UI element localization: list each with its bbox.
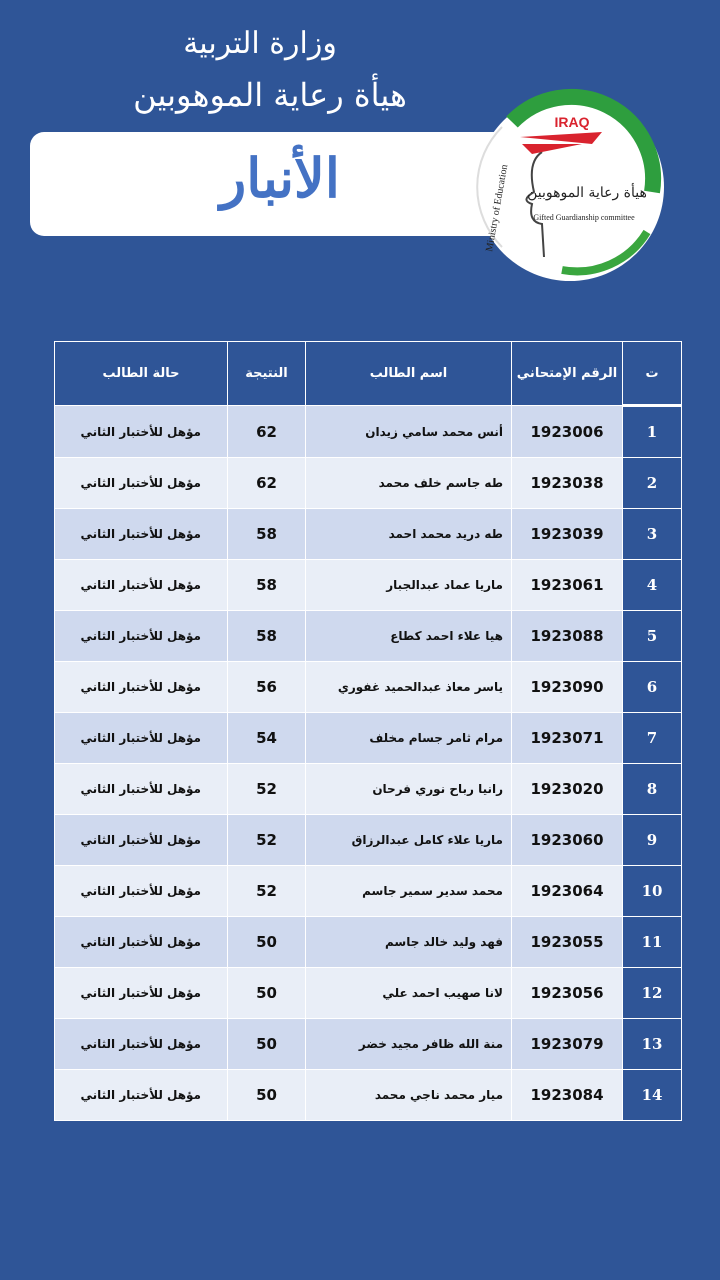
- student-name-cell: طه جاسم خلف محمد: [306, 458, 512, 509]
- student-status-cell: مؤهل للأختبار الثاني: [55, 662, 228, 713]
- student-name-cell: منة الله ظافر مجيد خضر: [306, 1019, 512, 1070]
- header-seq: ت: [623, 342, 682, 406]
- student-name-cell: ماريا علاء كامل عبدالرزاق: [306, 815, 512, 866]
- table-row: [55, 560, 682, 611]
- table-row: [55, 1070, 682, 1121]
- table-row: [55, 611, 682, 662]
- student-status-cell: مؤهل للأختبار الثاني: [55, 611, 228, 662]
- score-cell: 52: [228, 764, 306, 815]
- exam-number-cell: 1923061: [512, 560, 623, 611]
- commission-title: هيأة رعاية الموهوبين: [133, 76, 407, 114]
- header-score: النتيجة: [228, 342, 306, 406]
- student-status-cell: مؤهل للأختبار الثاني: [55, 458, 228, 509]
- table-row: [55, 713, 682, 764]
- results-table: [54, 341, 682, 1121]
- table-row: [55, 866, 682, 917]
- row-number-cell: 4: [623, 560, 682, 611]
- exam-number-cell: 1923020: [512, 764, 623, 815]
- gifted-committee-logo: [472, 82, 664, 292]
- header-exam-number: الرقم الإمتحاني: [512, 342, 623, 406]
- student-name-cell: أنس محمد سامي زيدان: [306, 406, 512, 458]
- row-number-cell: 1: [623, 406, 682, 458]
- header-status: حالة الطالب: [55, 342, 228, 406]
- row-number-cell: 9: [623, 815, 682, 866]
- header-student-name: اسم الطالب: [306, 342, 512, 406]
- exam-number-cell: 1923064: [512, 866, 623, 917]
- row-number-cell: 10: [623, 866, 682, 917]
- row-number-cell: 5: [623, 611, 682, 662]
- student-name-cell: لانا صهيب احمد علي: [306, 968, 512, 1019]
- exam-number-cell: 1923084: [512, 1070, 623, 1121]
- student-name-cell: محمد سدير سمير جاسم: [306, 866, 512, 917]
- student-status-cell: مؤهل للأختبار الثاني: [55, 815, 228, 866]
- exam-number-cell: 1923071: [512, 713, 623, 764]
- row-number-cell: 11: [623, 917, 682, 968]
- score-cell: 50: [228, 1070, 306, 1121]
- row-number-cell: 12: [623, 968, 682, 1019]
- score-cell: 58: [228, 611, 306, 662]
- row-number-cell: 3: [623, 509, 682, 560]
- region-title: الأنبار: [220, 146, 340, 210]
- student-status-cell: مؤهل للأختبار الثاني: [55, 509, 228, 560]
- score-cell: 50: [228, 968, 306, 1019]
- score-cell: 62: [228, 458, 306, 509]
- student-status-cell: مؤهل للأختبار الثاني: [55, 1019, 228, 1070]
- exam-number-cell: 1923038: [512, 458, 623, 509]
- table-row: [55, 406, 682, 458]
- table-row: [55, 458, 682, 509]
- exam-number-cell: 1923090: [512, 662, 623, 713]
- student-name-cell: ميار محمد ناجي محمد: [306, 1070, 512, 1121]
- student-name-cell: طه دريد محمد احمد: [306, 509, 512, 560]
- table-row: [55, 662, 682, 713]
- student-status-cell: مؤهل للأختبار الثاني: [55, 713, 228, 764]
- table-row: [55, 815, 682, 866]
- exam-number-cell: 1923079: [512, 1019, 623, 1070]
- student-status-cell: مؤهل للأختبار الثاني: [55, 406, 228, 458]
- ministry-title: وزارة التربية: [183, 26, 337, 61]
- logo-ring-text: Ministry of Education: [484, 163, 511, 253]
- table-row: [55, 1019, 682, 1070]
- table-row: [55, 509, 682, 560]
- table-row: [55, 917, 682, 968]
- score-cell: 62: [228, 406, 306, 458]
- student-name-cell: فهد وليد خالد جاسم: [306, 917, 512, 968]
- table-header-row: [55, 342, 682, 406]
- score-cell: 56: [228, 662, 306, 713]
- student-name-cell: هيا علاء احمد كطاع: [306, 611, 512, 662]
- score-cell: 50: [228, 1019, 306, 1070]
- student-status-cell: مؤهل للأختبار الثاني: [55, 560, 228, 611]
- row-number-cell: 7: [623, 713, 682, 764]
- student-name-cell: ماريا عماد عبدالجبار: [306, 560, 512, 611]
- student-status-cell: مؤهل للأختبار الثاني: [55, 764, 228, 815]
- student-status-cell: مؤهل للأختبار الثاني: [55, 1070, 228, 1121]
- score-cell: 52: [228, 866, 306, 917]
- logo-arabic-text: هيأة رعاية الموهوبين: [527, 185, 647, 201]
- score-cell: 58: [228, 509, 306, 560]
- score-cell: 52: [228, 815, 306, 866]
- logo-country-text: IRAQ: [554, 114, 590, 130]
- row-number-cell: 13: [623, 1019, 682, 1070]
- student-name-cell: رانيا رباح نوري فرحان: [306, 764, 512, 815]
- logo-english-text: Gifted Guardianship committee: [533, 213, 635, 222]
- table-row: [55, 968, 682, 1019]
- row-number-cell: 14: [623, 1070, 682, 1121]
- exam-number-cell: 1923006: [512, 406, 623, 458]
- score-cell: 54: [228, 713, 306, 764]
- score-cell: 58: [228, 560, 306, 611]
- student-status-cell: مؤهل للأختبار الثاني: [55, 866, 228, 917]
- student-name-cell: ياسر معاذ عبدالحميد غفوري: [306, 662, 512, 713]
- score-cell: 50: [228, 917, 306, 968]
- exam-number-cell: 1923056: [512, 968, 623, 1019]
- row-number-cell: 6: [623, 662, 682, 713]
- student-status-cell: مؤهل للأختبار الثاني: [55, 917, 228, 968]
- student-status-cell: مؤهل للأختبار الثاني: [55, 968, 228, 1019]
- student-name-cell: مرام ثامر جسام مخلف: [306, 713, 512, 764]
- table-row: [55, 764, 682, 815]
- exam-number-cell: 1923060: [512, 815, 623, 866]
- exam-number-cell: 1923088: [512, 611, 623, 662]
- row-number-cell: 2: [623, 458, 682, 509]
- exam-number-cell: 1923039: [512, 509, 623, 560]
- row-number-cell: 8: [623, 764, 682, 815]
- exam-number-cell: 1923055: [512, 917, 623, 968]
